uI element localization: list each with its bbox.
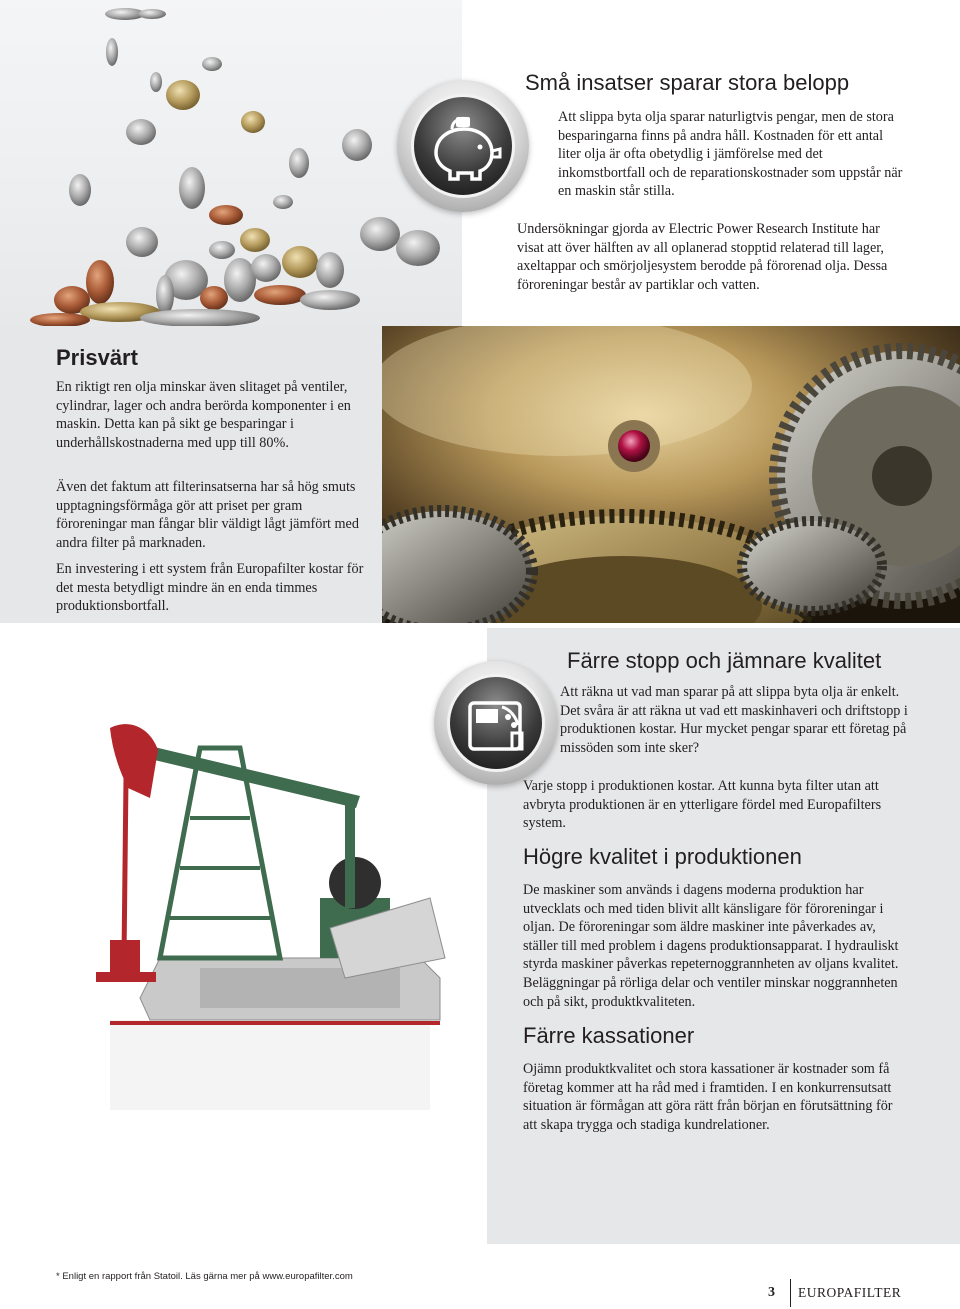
piggy-bank-badge: [397, 80, 529, 212]
wear-reduction-paragraph: En riktigt ren olja minskar även slitaget på ventiler, cylindrar, lager och andra berörda komponenter i en maskin. Detta kan på sikt ge besparingar i underhållskostnaderna med upp till 80%.: [56, 379, 351, 451]
section-title-prisvart: Prisvärt: [56, 345, 138, 370]
gears-photo: [382, 326, 960, 623]
page-number: 3: [768, 1285, 775, 1300]
footnote: * Enligt en rapport från Statoil. Läs gärna mer på www.europafilter.com: [56, 1271, 353, 1282]
footer-divider: [790, 1279, 791, 1307]
falling-coins-image: [0, 0, 462, 326]
piggy-bank-icon: [411, 94, 515, 198]
section-title-fewer-rejects: Färre kassationer: [523, 1023, 695, 1048]
section-title-higher-quality: Högre kvalitet i produktionen: [523, 844, 802, 869]
epri-research-paragraph: Undersökningar gjorda av Electric Power Research Institute har visat att över hälften av all oplanerad stopptid relaterad till lager, axeltappar och smörjoljesystem berodde på förorenad olja. Dessa föroreningar består av partiklar och vatten.: [517, 221, 888, 293]
rejects-paragraph: Ojämn produktkvalitet och stora kassationer är kostnader som få företag kommer att ha råd med i framtiden. I en konkurrensutsatt situation är förmågan att göra rätt från början en förutsättning för att skapa trygga och stadiga kundrelationer.: [523, 1061, 893, 1133]
watch-gears-image: [382, 326, 960, 623]
section-title-small-savings: Små insatser sparar stora belopp: [525, 70, 850, 95]
pumpjack-illustration: [0, 628, 487, 1244]
savings-paragraph: Att slippa byta olja sparar naturligtvis pengar, men de stora besparingarna finns på andra håll. Kostnaden för ett antal liter olja är ofta obetydlig i jämförelse med det inkomstbortfall och de reparationskostnader som uppstår när en maskin står stilla.: [558, 109, 903, 200]
investment-paragraph: En investering i ett system från Europafilter kostar för det mesta betydligt mindre än en enda timmes produktionsbortfall.: [56, 561, 364, 615]
quality-paragraph: De maskiner som används i dagens moderna produktion har utvecklats och med tiden blivit allt känsligare för föroreningar i oljan. De föroreningar som äldre maskiner inte påverkades av, ställer till med problem i dagens produktionsapparat. I hydrauliskt styrda maskiner påverkas repeternoggrannheten av oljans kvalitet. Beläggningar på rörliga delar och ventiler minskar noggrannheten och på sikt, produktkvaliteten.: [523, 882, 899, 1010]
cash-register-badge: [434, 661, 558, 785]
filter-capacity-paragraph: Även det faktum att filterinsatserna har så hög smuts upptagningsförmåga gör att priset per gram föroreningar man fångar blir väldigt lågt jämfört med andra filter på marknaden.: [56, 479, 359, 551]
footer-brand: EUROPAFILTER: [798, 1285, 902, 1300]
oil-pumpjack-image: [0, 628, 487, 1244]
coins-photo: [0, 0, 462, 326]
section-title-fewer-stops: Färre stopp och jämnare kvalitet: [567, 648, 882, 673]
cash-register-icon: [447, 674, 545, 772]
breakdown-cost-paragraph: Att räkna ut vad man sparar på att slippa byta olja är enkelt. Det svåra är att räkna ut vad ett maskinhaveri och driftstopp i produktionen kostar. Hur mycket pengar sparar ett företag på missöden som inte sker?: [560, 684, 908, 756]
filter-change-paragraph: Varje stopp i produktionen kostar. Att kunna byta filter utan att avbryta produktionen är en ytterligare fördel med Europafilters system.: [523, 778, 882, 832]
